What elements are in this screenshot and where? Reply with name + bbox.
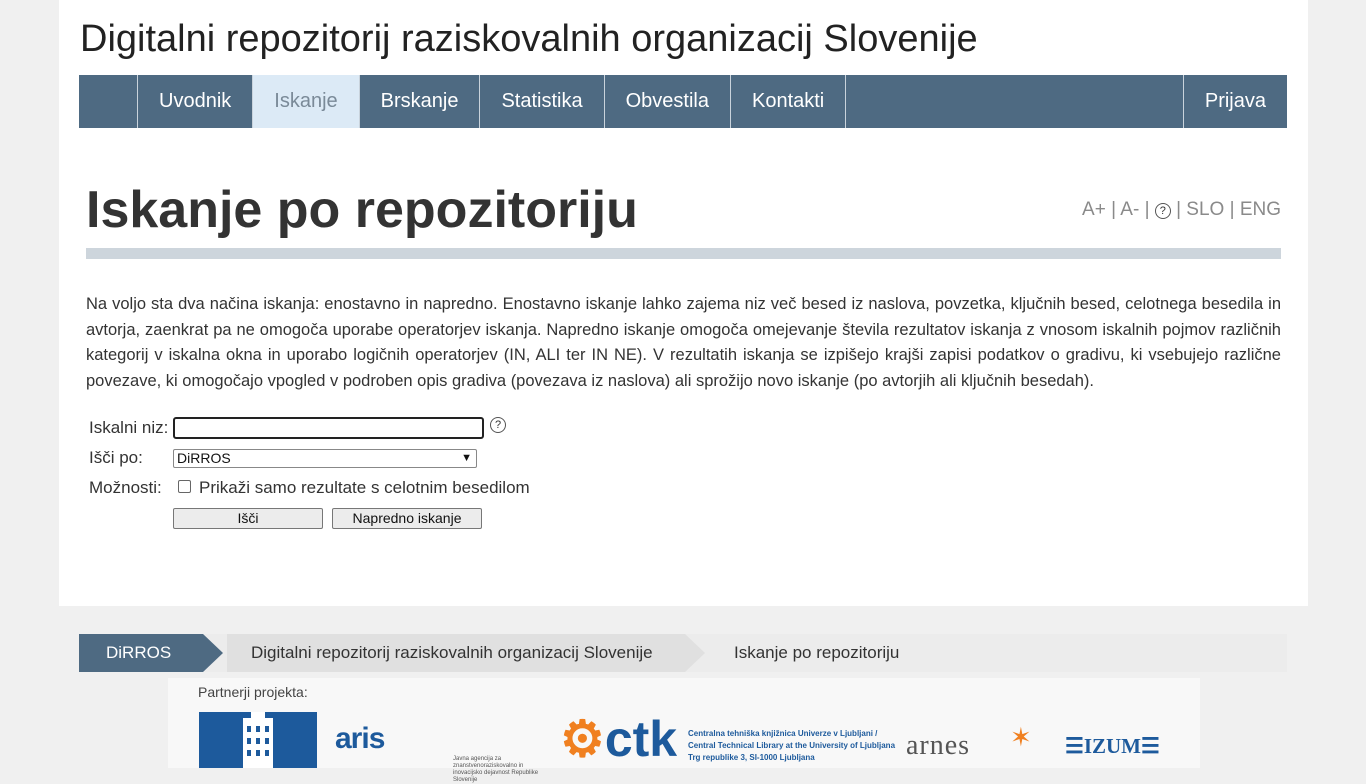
nav-home-spacer	[79, 75, 138, 128]
partners-strip	[168, 678, 1200, 783]
ctk-logo-text: ctk	[604, 711, 678, 767]
nav-item-statistika[interactable]: Statistika	[480, 75, 604, 128]
ctk-gear-icon: ⚙	[560, 711, 605, 767]
partners-label: Partnerji projekta:	[198, 684, 308, 700]
help-icon[interactable]: ?	[1155, 203, 1171, 219]
breadcrumb-home[interactable]: DiRROS	[79, 634, 203, 672]
search-by-value: DiRROS	[177, 450, 231, 466]
lang-slo-link[interactable]: SLO	[1186, 199, 1225, 220]
nav-fill	[846, 75, 1183, 128]
font-increase-link[interactable]: A+	[1082, 199, 1106, 220]
university-logo[interactable]	[199, 712, 317, 768]
ctk-logo[interactable]	[560, 710, 677, 768]
page-title: Iskanje po repozitoriju	[86, 181, 638, 239]
heading-divider	[86, 248, 1281, 259]
options-label: Možnosti:	[89, 478, 162, 497]
arnes-logo[interactable]: arnes	[906, 730, 971, 761]
separator: |	[1176, 199, 1181, 220]
izum-logo-text: IZUM	[1083, 734, 1141, 758]
arnes-star-icon: ✶	[1010, 722, 1032, 752]
separator: |	[1111, 199, 1117, 220]
breadcrumb-repository[interactable]: Digitalni repozitorij raziskovalnih organizacij Slovenije	[227, 634, 685, 672]
nav-item-uvodnik[interactable]: Uvodnik	[138, 75, 253, 128]
separator: |	[1229, 199, 1235, 220]
search-by-select[interactable]	[173, 449, 477, 468]
lang-eng-link[interactable]: ENG	[1239, 199, 1281, 220]
font-decrease-link[interactable]: A-	[1120, 199, 1140, 220]
main-nav	[79, 75, 1287, 128]
breadcrumb-current: Iskanje po repozitoriju	[734, 643, 900, 662]
aris-logo-text: aris	[335, 722, 385, 755]
fulltext-only-checkbox[interactable]	[178, 480, 191, 493]
nav-item-obvestila[interactable]: Obvestila	[605, 75, 731, 128]
intro-text: Na voljo sta dva načina iskanja: enostavno in napredno. Enostavno iskanje lahko zajema niz več besed iz naslova, povzetka, ključnih besed, celotnega besedila in avtorja, zaenkrat pa ne omogoča uporabe operatorjev iskanja. Napredno iskanje omogoča omejevanje števila rezultatov iskanja z vnosom iskalnih pojmov različnih kategorij v iskalna okna in uporabo logičnih operatorjev (IN, ALI ter IN NE). V rezultatih iskanja se izpišejo krajši zapisi podatkov o gradivu, ki vsebujejo različne povezave, ki omogočajo vpogled v podroben opis gradiva (povezava iz naslova) ali sprožijo novo iskanje (po avtorjih ali ključnih besedah).	[86, 295, 1281, 391]
page-tools	[1082, 199, 1281, 221]
aris-logo-subtext: Javna agencija za znanstvenoraziskovalno in inovacijsko dejavnost Republike Slovenije	[453, 756, 539, 783]
chevron-down-icon: ▼	[461, 452, 472, 464]
ctk-logo-subtext: Centralna tehniška knjižnica Univerze v Ljubljani / Central Technical Library at the University of Ljubljana Trg republike 3, SI-1000 Ljubljana	[688, 729, 896, 762]
search-input[interactable]	[173, 417, 484, 439]
nav-item-iskanje[interactable]: Iskanje	[253, 75, 359, 128]
search-by-label: Išči po:	[89, 448, 143, 467]
nav-item-kontakti[interactable]: Kontakti	[731, 75, 846, 128]
breadcrumb-arrow	[685, 634, 705, 672]
separator: |	[1144, 199, 1150, 220]
search-label: Iskalni niz:	[89, 418, 169, 437]
breadcrumb	[79, 634, 1287, 672]
izum-logo[interactable]: ☰IZUM☰	[1065, 734, 1160, 758]
fulltext-only-label[interactable]: Prikaži samo rezultate s celotnim besedilom	[199, 478, 530, 497]
advanced-search-button[interactable]: Napredno iskanje	[332, 508, 482, 529]
breadcrumb-arrow	[203, 634, 223, 672]
aris-logo[interactable]	[335, 722, 539, 783]
site-title[interactable]: Digitalni repozitorij raziskovalnih organizacij Slovenije	[80, 18, 978, 60]
nav-item-brskanje[interactable]: Brskanje	[360, 75, 481, 128]
search-button[interactable]: Išči	[173, 508, 323, 529]
login-link[interactable]: Prijava	[1183, 75, 1287, 128]
search-help-icon[interactable]: ?	[490, 417, 506, 433]
